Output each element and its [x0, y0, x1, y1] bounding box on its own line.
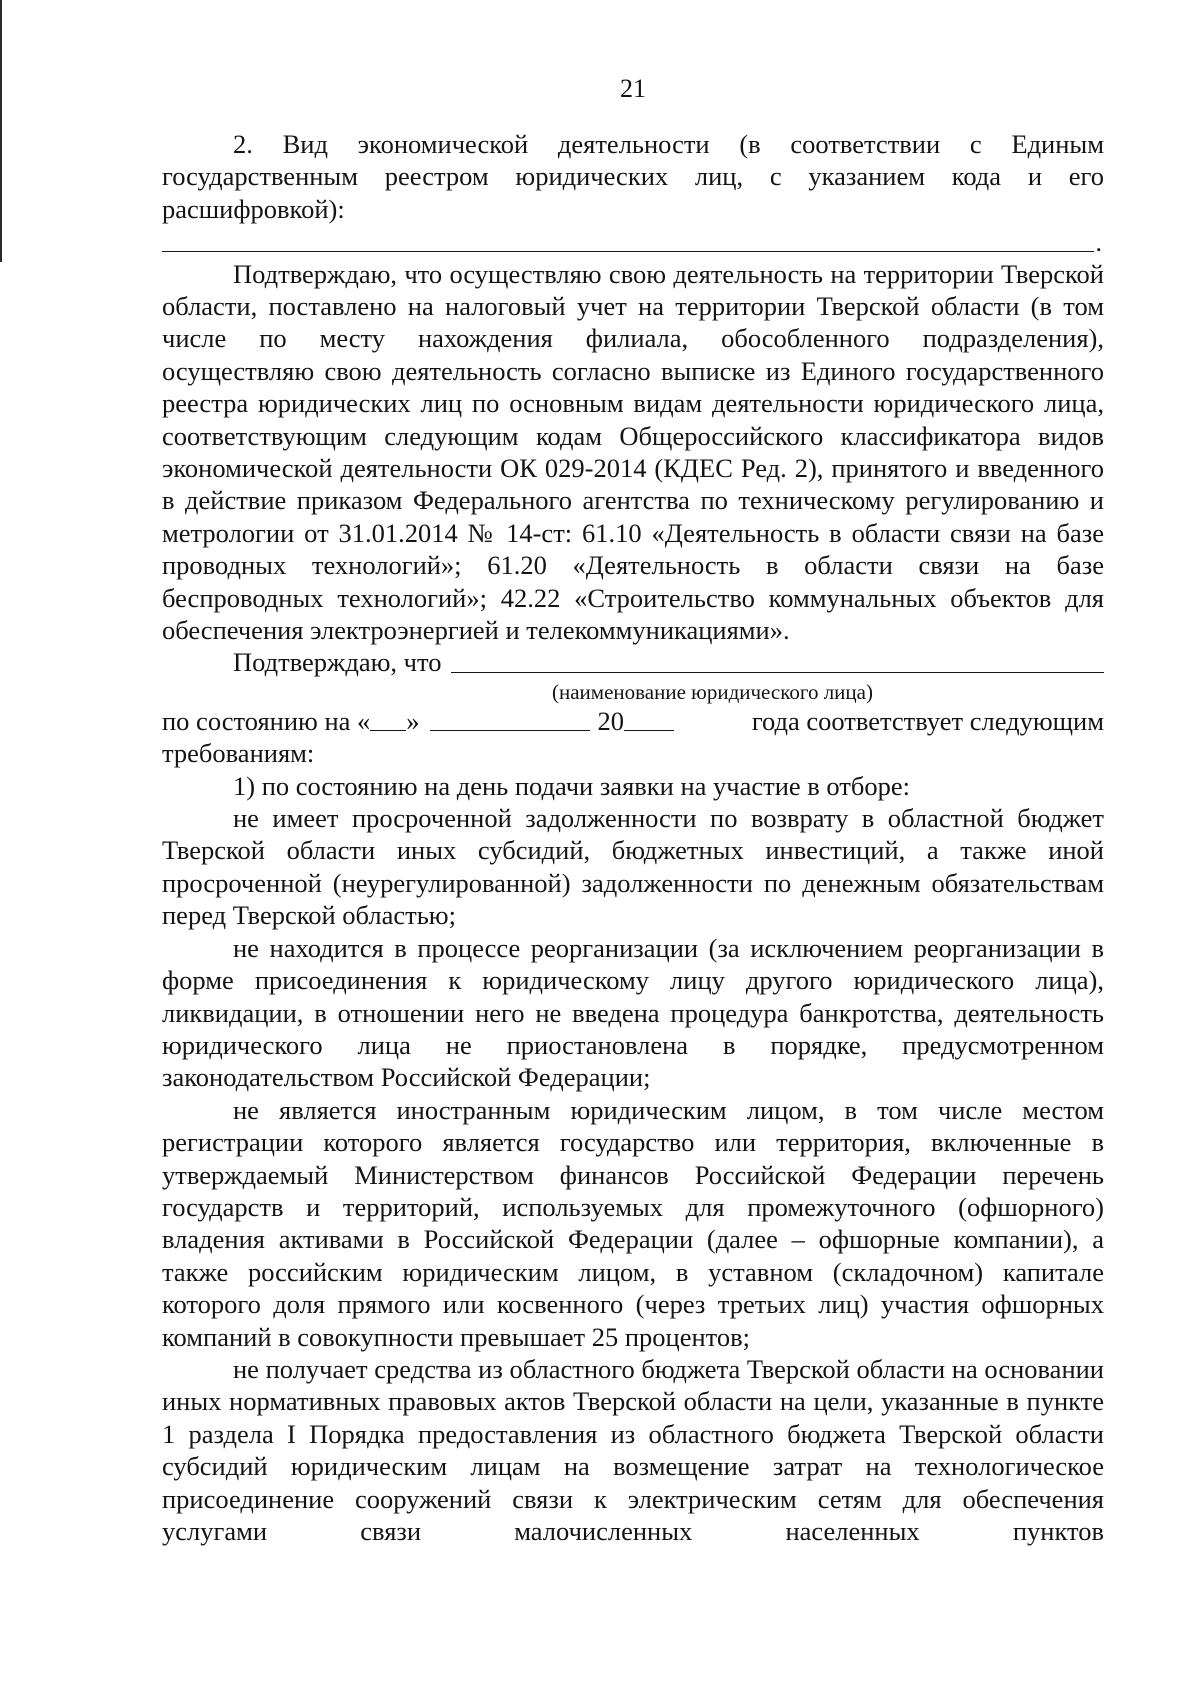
paragraph-activity-type: 2. Вид экономической деятельности (в соответствии с Единым государственным реестром юридических лиц, с указанием кода и его расшифровкой):	[162, 129, 1104, 224]
year-blank	[624, 708, 674, 731]
item-1: 1) по состоянию на день подачи заявки на участие в отборе:	[233, 770, 910, 801]
paragraph-confirmation: Подтверждаю, что осуществляю свою деятельность на территории Тверской области, поставлено на налоговый учет на территории Тверской области (в том числе по месту нахождения филиала, обособленного подразделения), осуществляю свою деятельность согласно выписке из Единого государственного реестра юридических лиц по основным видам деятельности юридического лица, соответствующим следующим кодам Общероссийского классификатора видов экономической деятельности ОК 029-2014 (КДЕС Ред. 2), принятого и введенного в действие приказом Федерального агентства по техническому регулированию и метрологии от 31.01.2014 № 14-ст: 61.10 «Деятельность в области связи на базе проводных технологий»; 61.20 «Деятельность в области связи на базе беспроводных технологий»; 42.22 «Строительство коммунальных объектов для обеспечения электроэнергией и телекоммуникациями».	[162, 258, 1104, 646]
scan-edge	[0, 0, 2, 262]
page-number: 21	[620, 74, 646, 103]
date-line	[162, 705, 1104, 737]
date-quote-close: »	[406, 705, 420, 736]
entity-name-caption: (наименование юридического лица)	[552, 679, 873, 704]
paragraph-no-reorganization: не находится в процессе реорганизации (за исключением реорганизации в форме присоединения к юридическому лицу другого юридического лица), ликвидации, в отношении него не введена процедура банкротства, деятельность юридического лица не приостановлена в порядке, предусмотренном законодательством Российской Федерации;	[162, 932, 1104, 1093]
entity-name-blank	[451, 671, 1104, 673]
confirm-entity-line	[162, 646, 1104, 678]
activity-type-blank-line	[162, 225, 1104, 257]
blank-rule	[162, 251, 1094, 252]
paragraph-no-debt: не имеет просроченной задолженности по возврату в областной бюджет Тверской области иных субсидий, бюджетных инвестиций, а также иной просроченной (неурегулированной) задолженности по денежным обязательствам перед Тверской областью;	[162, 803, 1104, 931]
confirm-label: Подтверждаю, что	[233, 647, 442, 678]
date-suffix: года соответствует следующим	[751, 705, 1104, 736]
date-prefix: по состоянию на «	[162, 705, 371, 736]
document-body	[162, 128, 1104, 1547]
line-end-period: .	[1095, 227, 1102, 257]
paragraph-no-other-funds: не получает средства из областного бюджета Тверской области на основании иных нормативных правовых актов Тверской области на цели, указанные в пункте 1 раздела I Порядка предоставления из областного бюджета Тверской области субсидий юридическим лицам на возмещение затрат на технологическое присоединение сооружений связи к электрическим сетям для обеспечения услугами связи малочисленных населенных пунктов	[162, 1353, 1104, 1547]
paragraph-not-foreign: не является иностранным юридическим лицом, в том числе местом регистрации которого является государство или территория, включенные в утверждаемый Министерством финансов Российской Федерации перечень государств и территорий, используемых для промежуточного (офшорного) владения активами в Российской Федерации (далее – офшорные компании), а также российским юридическим лицом, в уставном (складочном) капитале которого доля прямого или косвенного (через третьих лиц) участия офшорных компаний в совокупности превышает 25 процентов;	[162, 1094, 1104, 1352]
requirements-label: требованиям:	[162, 738, 315, 769]
date-century: 20	[597, 705, 625, 736]
day-blank	[370, 708, 406, 731]
month-blank	[430, 708, 590, 731]
